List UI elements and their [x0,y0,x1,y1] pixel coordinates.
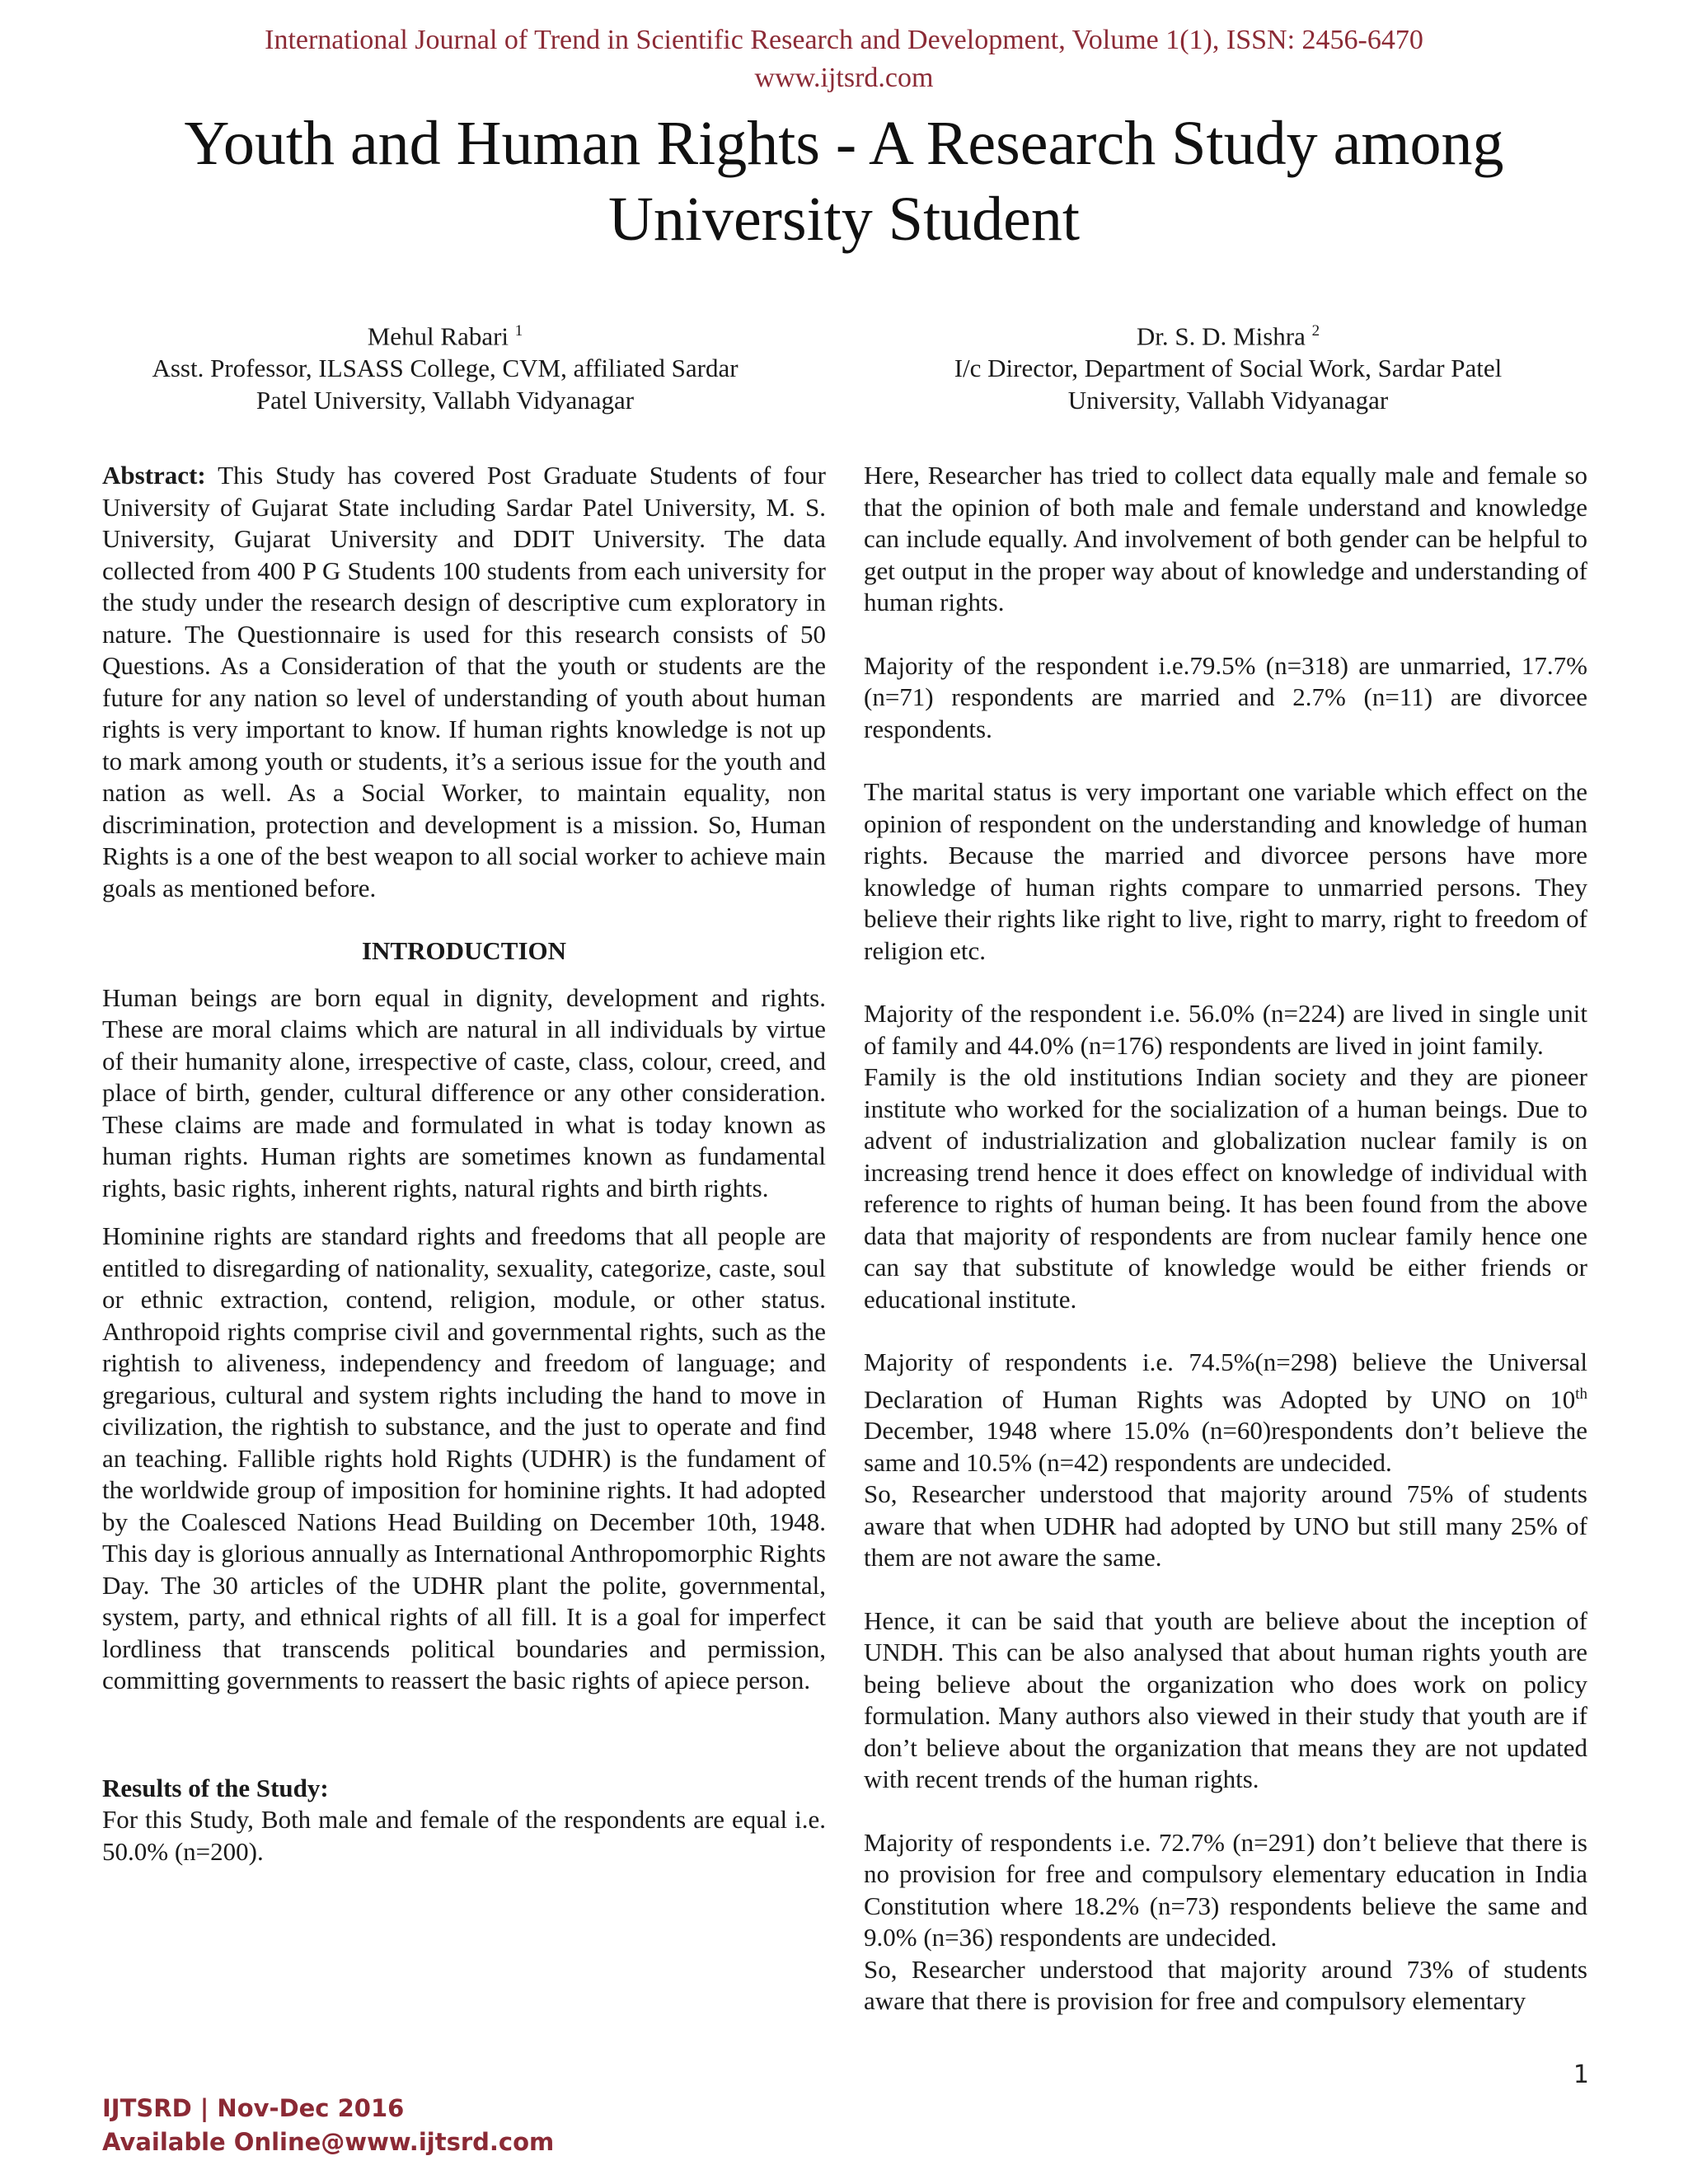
results-heading: Results of the Study: [102,1773,329,1802]
author-superscript: 2 [1311,322,1320,340]
footer-website: Available Online@www.ijtsrd.com [102,2128,555,2156]
body-paragraph: Majority of the respondent i.e.79.5% (n=318) are unmarried, 17.7% (n=71) respondents are married and 2.7% (n=11) are divorcee respondents. [864,650,1587,743]
paper-title [82,105,1606,257]
body-paragraph: So, Researcher understood that majority around 75% of students aware that when UDHR had adopted by UNO but still many 25% of them are not aware the same. [864,1479,1587,1572]
footer-issue: IJTSRD | Nov-Dec 2016 [102,2094,405,2122]
text-segment: Majority of respondents i.e. 74.5%(n=298) believe the Universal Declaration of Human Rights was Adopted by UNO on 10 [864,1347,1587,1413]
author-name: Mehul Rabari [367,321,509,351]
journal-website: www.ijtsrd.com [754,63,934,93]
body-paragraph: Majority of the respondent i.e. 56.0% (n=224) are lived in single unit of family and 44.0% (n=176) respondents are lived in joint family. [864,999,1587,1060]
right-column [864,460,1587,2018]
superscript: th [1575,1385,1587,1403]
introduction-paragraph: Hominine rights are standard rights and freedoms that all people are entitled to disregarding of nationality, sexuality, categorize, caste, soul or ethnic extraction, contend, religion, module, or other status. Anthropoid rights comprise civil and governmental rights, such as the rightish to aliveness, independency and freedom of language; and gregarious, cultural and system rights including the hand to move in civilization, the rightish to substance, and the just to operate and find an teaching. Fallible rights hold Rights (UDHR) is the fundament of the worldwide group of imposition for hominine rights. It had adopted by the Coalesced Nations Head Building on December 10th, 1948. This day is glorious annually as International Anthropomorphic Rights Day. The 30 articles of the UDHR plant the polite, governmental, system, party, and ethnical rights of all fill. It is a goal for imperfect lordliness that transcends political boundaries and permission, committing governments to reassert the basic rights of apiece person. [102,1221,826,1694]
body-paragraph: So, Researcher understood that majority around 73% of students aware that there is provision for free and compulsory elementary [864,1954,1587,2016]
text-segment: December, 1948 where 15.0% (n=60)respondents don’t believe the same and 10.5% (n=42) respondents are undecided. [864,1416,1587,1477]
paper-title-line1: Youth and Human Rights - A Research Study among [184,109,1504,178]
body-paragraph: Family is the old institutions Indian society and they are pioneer institute who worked for the socialization of a human beings. Due to advent of industrialization and globalization nuclear family is on increasing trend hence it does effect on knowledge of individual with reference to rights of human being. It has been found from the above data that majority of respondents are from nuclear family hence one can say that substitute of knowledge would be either friends or educational institute. [864,1062,1587,1314]
author-block-2 [874,315,1582,416]
journal-title-line: International Journal of Trend in Scientific Research and Development, Volume 1(1), ISSN: 2456-6470 [265,25,1423,55]
body-paragraph: Majority of respondents i.e. 72.7% (n=291) don’t believe that there is no provision for free and compulsory elementary education in India Constitution where 18.2% (n=73) respondents believe the same and 9.0% (n=36) respondents are undecided. [864,1827,1587,1952]
abstract-text: This Study has covered Post Graduate Students of four University of Gujarat State including Sardar Patel University, M. S. University, Gujarat University and DDIT University. The data collected from 400 P G Students 100 students from each university for the study under the research design of descriptive cum exploratory in nature. The Questionnaire is used for this research consists of 50 Questions. As a Consideration of that the youth or students are the future for any nation so level of understanding of youth about human rights is very important to know. If human rights knowledge is not up to mark among youth or students, it’s a serious issue for the youth and nation as well. As a Social Worker, to maintain equality, non discrimination, protection and development is a mission. So, Human Rights is a one of the best weapon to all social worker to achieve main goals as mentioned before. [102,461,826,902]
journal-header [0,21,1688,97]
author-affiliation: Asst. Professor, ILSASS College, CVM, affiliated Sardar [152,354,738,383]
author-affiliation: University, Vallabh Vidyanagar [1067,386,1389,415]
body-paragraph: Hence, it can be said that youth are believe about the inception of UNDH. This can be also analysed that about human rights youth are being believe about the organization who does work on policy formulation. Many authors also viewed in their study that youth are if don’t believe about the organization that means they are not updated with recent trends of the human rights. [864,1605,1587,1794]
author-name: Dr. S. D. Mishra [1136,321,1306,351]
page-number: 1 [1573,2060,1589,2089]
results-paragraph: For this Study, Both male and female of the respondents are equal i.e. 50.0% (n=200). [102,1805,826,1866]
left-column [102,460,826,1868]
abstract [102,460,826,904]
introduction-heading: INTRODUCTION [361,936,567,965]
author-superscript: 1 [514,322,523,340]
abstract-label: Abstract: [102,461,206,490]
author-block-1 [91,315,799,416]
body-paragraph: Here, Researcher has tried to collect data equally male and female so that the opinion of both male and female understand and knowledge can include equally. And involvement of both gender can be helpful to get output in the proper way about of knowledge and understanding of human rights. [864,461,1587,616]
body-paragraph: The marital status is very important one variable which effect on the opinion of respondent on the understanding and knowledge of human rights. Because the married and divorcee persons have more knowledge of human rights compare to unmarried persons. They believe their rights like right to live, right to marry, right to freedom of religion etc. [864,777,1587,965]
body-paragraph [864,1347,1587,1479]
introduction-paragraph: Human beings are born equal in dignity, development and rights. These are moral claims which are natural in all individuals by virtue of their humanity alone, irrespective of caste, class, colour, creed, and place of birth, gender, cultural difference or any other consideration. These claims are made and formulated in what is today known as human rights. Human rights are sometimes known as fundamental rights, basic rights, inherent rights, natural rights and birth rights. [102,982,826,1202]
page-footer [102,2092,554,2159]
author-affiliation: Patel University, Vallabh Vidyanagar [256,386,635,415]
paper-title-line2: University Student [607,185,1081,254]
author-affiliation: I/c Director, Department of Social Work, Sardar Patel [954,354,1503,383]
